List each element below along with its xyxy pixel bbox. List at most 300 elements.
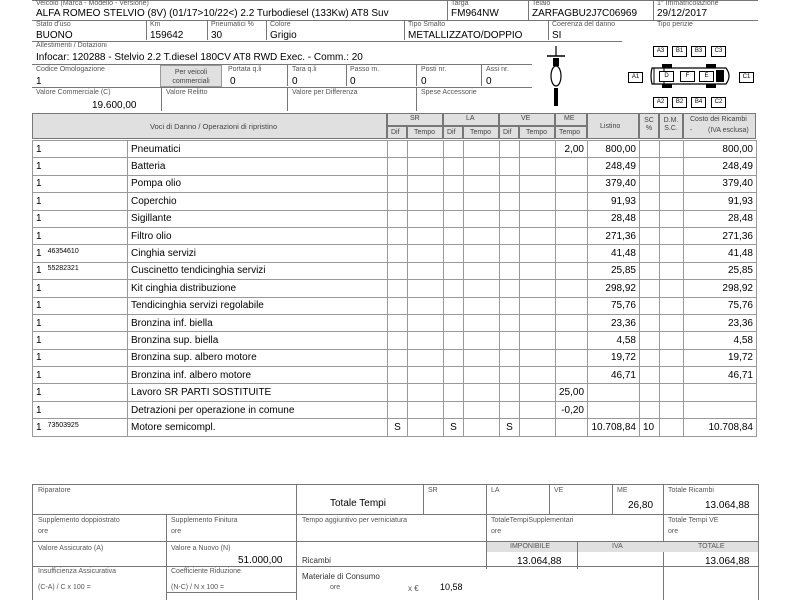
row-listino [588, 401, 640, 418]
row-la-dif [444, 210, 464, 227]
row-costo: 800,00 [684, 141, 757, 158]
row-ve-dif [500, 175, 520, 192]
row-sr-dif [388, 245, 408, 262]
row-costo: 379,40 [684, 175, 757, 192]
targa-value: FM964NW [451, 8, 499, 19]
row-sr-dif [388, 297, 408, 314]
me-header: ME [564, 115, 575, 122]
row-listino: 248,49 [588, 158, 640, 175]
tara-value: 0 [292, 76, 298, 87]
row-qty: 1 [33, 193, 128, 210]
damage-tag-b1[interactable]: B1 [672, 46, 687, 57]
row-sr [408, 384, 444, 401]
row-me [556, 349, 588, 366]
row-sr-dif [388, 210, 408, 227]
row-la-dif [444, 384, 464, 401]
ve-tempo-header: Tempo [526, 129, 548, 136]
row-sc [640, 314, 660, 331]
row-la-dif [444, 332, 464, 349]
table-row [33, 193, 757, 210]
damage-tag-b4[interactable]: B4 [691, 97, 706, 108]
row-description: Bronzina sup. albero motore [128, 349, 388, 366]
smalto-value: METALLIZZATO/DOPPIO [408, 30, 523, 41]
row-ve-dif [500, 314, 520, 331]
row-sc [640, 175, 660, 192]
table-row [33, 384, 757, 401]
row-ve-dif [500, 384, 520, 401]
km-label: Km [150, 21, 161, 28]
row-me [556, 210, 588, 227]
table-row [33, 401, 757, 418]
row-sr [408, 349, 444, 366]
row-description: Bronzina sup. biella [128, 332, 388, 349]
summary-ve-label: VE [554, 487, 564, 494]
row-sr-dif [388, 141, 408, 158]
row-listino: 46,71 [588, 367, 640, 384]
row-sr-dif [388, 384, 408, 401]
row-dm [660, 210, 684, 227]
row-la [464, 280, 500, 297]
tot-supplementari-ore: ore [491, 528, 502, 535]
row-sr [408, 245, 444, 262]
row-qty: 1 [33, 332, 128, 349]
passo-label: Passo m. [350, 66, 380, 73]
table-row [33, 419, 757, 436]
row-description: Filtro olio [128, 227, 388, 244]
row-ve [520, 227, 556, 244]
row-ve [520, 332, 556, 349]
row-la [464, 210, 500, 227]
row-qty: 1 [33, 401, 128, 418]
immatricolazione-value: 29/12/2017 [657, 8, 708, 19]
row-la [464, 384, 500, 401]
differenza-label: Valore per Differenza [292, 89, 358, 96]
row-description: Cuscinetto tendicinghia servizi [128, 262, 388, 279]
row-costo: 19,72 [684, 349, 757, 366]
row-sr [408, 262, 444, 279]
row-costo: 23,36 [684, 314, 757, 331]
damage-tag-b3[interactable]: B3 [691, 46, 706, 57]
row-listino: 271,36 [588, 227, 640, 244]
row-la [464, 245, 500, 262]
pneumatici-value: 30 [211, 30, 223, 41]
row-ve [520, 314, 556, 331]
row-ve-dif [500, 141, 520, 158]
relitto-label: Valore Relitto [166, 89, 208, 96]
damage-tag-a2[interactable]: A2 [653, 97, 668, 108]
colore-value: Grigio [270, 30, 297, 41]
colore-label: Colore [270, 21, 291, 28]
row-listino: 19,72 [588, 349, 640, 366]
row-sr-dif [388, 175, 408, 192]
tot-ve-label: Totale Tempi VE [668, 517, 719, 524]
totale-ricambi-value: 13.064,88 [705, 500, 750, 511]
row-me [556, 280, 588, 297]
tot-supplementari-label: TotaleTempiSupplementari [491, 517, 574, 524]
row-sr-dif [388, 280, 408, 297]
damage-tag-b2[interactable]: B2 [672, 97, 687, 108]
row-ve [520, 210, 556, 227]
imponibile-label: IMPONIBILE [510, 543, 551, 550]
row-listino: 41,48 [588, 245, 640, 262]
row-costo [684, 401, 757, 418]
row-code: 73503925 [47, 421, 79, 429]
row-dm [660, 332, 684, 349]
row-ve [520, 349, 556, 366]
valore-commerciale-label: Valore Commerciale (C) [36, 89, 111, 96]
row-listino: 10.708,84 [588, 419, 640, 436]
row-sr-dif [388, 332, 408, 349]
row-la-dif [444, 297, 464, 314]
km-value: 159642 [150, 30, 184, 41]
row-la-dif [444, 158, 464, 175]
row-ve-dif [500, 332, 520, 349]
row-sc [640, 227, 660, 244]
row-la-dif [444, 141, 464, 158]
damage-tag-f[interactable]: F [680, 71, 695, 82]
row-sr [408, 210, 444, 227]
row-sr [408, 314, 444, 331]
row-ve [520, 245, 556, 262]
row-qty: 1 [33, 384, 128, 401]
row-sc [640, 245, 660, 262]
sr-dif-header: Dif [391, 129, 400, 136]
pneumatici-label: Pneumatici % [211, 21, 254, 28]
summary-la-label: LA [491, 487, 500, 494]
row-la [464, 332, 500, 349]
row-sr [408, 158, 444, 175]
row-la [464, 349, 500, 366]
ve-dif-header: Dif [503, 129, 512, 136]
table-row [33, 245, 757, 262]
costo-sub-header: (IVA esclusa) [708, 127, 749, 134]
row-dm [660, 227, 684, 244]
row-me [556, 262, 588, 279]
coefficiente-label: Coefficiente Riduzione [171, 568, 241, 575]
row-me [556, 193, 588, 210]
la-tempo-header: Tempo [470, 129, 492, 136]
damage-tag-a3[interactable]: A3 [653, 46, 668, 57]
row-sr [408, 419, 444, 436]
row-costo: 75,76 [684, 297, 757, 314]
table-row [33, 297, 757, 314]
row-dm [660, 367, 684, 384]
row-la [464, 193, 500, 210]
row-code: 46354610 [47, 248, 79, 256]
row-sr-dif [388, 227, 408, 244]
row-qty: 1 [33, 367, 128, 384]
allestimenti-value: Infocar: 120288 - Stelvio 2.2 T.diesel 180CV AT8 RWD Exec. - Comm.: 20 [36, 52, 363, 63]
row-listino: 379,40 [588, 175, 640, 192]
row-la-dif [444, 175, 464, 192]
row-dm [660, 280, 684, 297]
row-ve-dif [500, 245, 520, 262]
row-description: Cinghia servizi [128, 245, 388, 262]
row-sr-dif [388, 349, 408, 366]
row-description: Bronzina inf. biella [128, 314, 388, 331]
row-costo: 10.708,84 [684, 419, 757, 436]
imponibile-value: 13.064,88 [517, 556, 562, 567]
row-qty: 1 [33, 141, 128, 158]
ca-formula: (C-A) / C x 100 = [38, 584, 91, 591]
row-sc [640, 349, 660, 366]
row-dm [660, 297, 684, 314]
row-qty: 1 [33, 280, 128, 297]
targa-label: Targa [451, 0, 469, 7]
row-ve-dif [500, 262, 520, 279]
row-costo: 298,92 [684, 280, 757, 297]
posti-label: Posti nr. [421, 66, 447, 73]
row-ve-dif [500, 297, 520, 314]
row-me [556, 175, 588, 192]
row-sr [408, 193, 444, 210]
row-costo: 271,36 [684, 227, 757, 244]
row-code: 55282321 [47, 265, 79, 273]
row-sr [408, 367, 444, 384]
row-dm [660, 384, 684, 401]
omologazione-value: 1 [36, 76, 42, 87]
row-qty: 1 [33, 314, 128, 331]
row-me [556, 419, 588, 436]
row-listino: 4,58 [588, 332, 640, 349]
row-sc [640, 332, 660, 349]
totale-ricambi-label: Totale Ricambi [668, 487, 714, 494]
veicolo-value: ALFA ROMEO STELVIO (8V) (01/17>10/22<) 2.2 Turbodiesel (133Kw) AT8 Suv [36, 8, 389, 19]
posti-value: 0 [421, 76, 427, 87]
totale-label: TOTALE [698, 543, 725, 550]
ricambi-label: Ricambi [302, 556, 331, 565]
materiale-label: Materiale di Consumo [302, 572, 380, 581]
table-row [33, 262, 757, 279]
nc-formula: (N-C) / N x 100 = [171, 584, 225, 591]
row-sr [408, 227, 444, 244]
totale-value: 13.064,88 [705, 556, 750, 567]
tot-ve-ore: ore [668, 528, 679, 535]
assi-value: 0 [486, 76, 492, 87]
row-sc [640, 297, 660, 314]
row-me [556, 158, 588, 175]
coerenza-value: SI [552, 30, 562, 41]
row-description: Coperchio [128, 193, 388, 210]
row-me [556, 227, 588, 244]
row-dm [660, 349, 684, 366]
row-la-dif [444, 227, 464, 244]
row-la-dif [444, 367, 464, 384]
row-description: Sigillante [128, 210, 388, 227]
row-me [556, 314, 588, 331]
row-ve-dif [500, 158, 520, 175]
row-sc [640, 141, 660, 158]
row-ve-dif [500, 227, 520, 244]
row-sc [640, 401, 660, 418]
row-la-dif [444, 349, 464, 366]
row-ve-dif [500, 367, 520, 384]
row-description: Tendicinghia servizi regolabile [128, 297, 388, 314]
voci-header: Voci di Danno / Operazioni di ripristino [150, 122, 278, 131]
row-ve [520, 193, 556, 210]
insufficienza-label: Insufficienza Assicurativa [38, 568, 117, 575]
damage-tag-c1[interactable]: C1 [739, 72, 754, 83]
table-row [33, 314, 757, 331]
row-sr [408, 141, 444, 158]
row-sr-dif [388, 158, 408, 175]
valore-nuovo-label: Valore a Nuovo (N) [171, 545, 231, 552]
table-row [33, 227, 757, 244]
row-description: Pneumatici [128, 141, 388, 158]
stato-label: Stato d'uso [36, 21, 71, 28]
row-dm [660, 193, 684, 210]
row-la [464, 401, 500, 418]
row-ve-dif [500, 193, 520, 210]
row-dm [660, 245, 684, 262]
row-me: 2,00 [556, 141, 588, 158]
row-sr-dif [388, 262, 408, 279]
row-la [464, 158, 500, 175]
table-row [33, 349, 757, 366]
row-listino: 800,00 [588, 141, 640, 158]
row-sr [408, 175, 444, 192]
row-sr [408, 401, 444, 418]
row-description: Detrazioni per operazione in comune [128, 401, 388, 418]
table-row [33, 141, 757, 158]
damage-tag-a1[interactable]: A1 [628, 72, 643, 83]
totale-tempi-label: Totale Tempi [330, 498, 386, 509]
accessorie-label: Spese Accessorie [421, 89, 477, 96]
sc-header: SC % [644, 117, 654, 132]
row-la-dif [444, 280, 464, 297]
row-dm [660, 401, 684, 418]
row-description: Batteria [128, 158, 388, 175]
row-listino: 298,92 [588, 280, 640, 297]
row-la-dif: S [444, 419, 464, 436]
row-ve [520, 401, 556, 418]
row-sc [640, 367, 660, 384]
row-sr-dif [388, 193, 408, 210]
omologazione-label: Codice Omologazione [36, 66, 105, 73]
row-ve-dif [500, 349, 520, 366]
iva-label: IVA [612, 543, 623, 550]
veicolo-label: Veicolo (Marca - Modello - Versione) [36, 0, 149, 7]
sr-header: SR [410, 115, 420, 122]
row-ve [520, 141, 556, 158]
row-la [464, 141, 500, 158]
row-qty: 1 [33, 210, 128, 227]
tara-label: Tara q.li [292, 66, 317, 73]
table-row [33, 280, 757, 297]
row-qty: 1 [33, 227, 128, 244]
row-qty: 1 $^{46354610}$ [33, 245, 128, 262]
row-la-dif [444, 245, 464, 262]
row-listino [588, 384, 640, 401]
summary-sr-label: SR [428, 487, 438, 494]
row-ve-dif [500, 210, 520, 227]
row-me [556, 245, 588, 262]
riparatore-label: Riparatore [38, 487, 71, 494]
row-costo: 248,49 [684, 158, 757, 175]
row-la [464, 227, 500, 244]
row-ve [520, 175, 556, 192]
row-ve [520, 384, 556, 401]
row-costo: 41,48 [684, 245, 757, 262]
damage-tag-d[interactable]: D [659, 71, 674, 82]
row-listino: 75,76 [588, 297, 640, 314]
row-qty: 1 [33, 158, 128, 175]
damage-tag-c2[interactable]: C2 [711, 97, 726, 108]
row-dm [660, 419, 684, 436]
materiale-ore: ore [330, 584, 341, 591]
row-description: Lavoro SR PARTI SOSTITUITE [128, 384, 388, 401]
row-ve-dif [500, 280, 520, 297]
summary-me-label: ME [617, 487, 628, 494]
row-ve [520, 367, 556, 384]
damage-tag-e[interactable]: E [699, 71, 714, 82]
row-me: 25,00 [556, 384, 588, 401]
row-listino: 28,48 [588, 210, 640, 227]
row-sc [640, 280, 660, 297]
row-sr-dif: S [388, 419, 408, 436]
row-sr-dif [388, 401, 408, 418]
row-ve [520, 262, 556, 279]
row-la-dif [444, 314, 464, 331]
perizie-label: Tipo perizie [657, 21, 693, 28]
row-ve [520, 297, 556, 314]
row-qty: 1 [33, 297, 128, 314]
valore-nuovo-value: 51.000,00 [238, 555, 283, 566]
table-row [33, 210, 757, 227]
row-costo: 91,93 [684, 193, 757, 210]
passo-value: 0 [350, 76, 356, 87]
damage-tag-c3[interactable]: C3 [711, 46, 726, 57]
table-row [33, 367, 757, 384]
row-la [464, 367, 500, 384]
row-sr-dif [388, 367, 408, 384]
row-me [556, 367, 588, 384]
supp-doppiostrato-label: Supplemento doppiostrato [38, 517, 120, 524]
row-qty: 1 $^{73503925}$ [33, 419, 128, 436]
row-ve [520, 419, 556, 436]
assi-label: Assi nr. [486, 66, 509, 73]
row-sr [408, 297, 444, 314]
summary-me-total: 26,80 [628, 500, 654, 511]
valore-commerciale-value: 19.600,00 [92, 100, 137, 111]
row-description: Kit cinghia distribuzione [128, 280, 388, 297]
row-la-dif [444, 401, 464, 418]
row-ve-dif: S [500, 419, 520, 436]
telaio-value: ZARFAGBU2J7C06969 [532, 8, 638, 19]
row-dm [660, 314, 684, 331]
me-tempo-header: Tempo [559, 129, 581, 136]
row-costo: 28,48 [684, 210, 757, 227]
row-sc [640, 193, 660, 210]
telaio-label: Telaio [532, 0, 551, 7]
immatricolazione-label: 1° Immatricolazione [657, 0, 719, 7]
row-sr [408, 332, 444, 349]
row-listino: 91,93 [588, 193, 640, 210]
la-dif-header: Dif [447, 129, 456, 136]
row-la-dif [444, 193, 464, 210]
row-me: -0,20 [556, 401, 588, 418]
car-damage-diagram [623, 44, 758, 108]
row-ve [520, 158, 556, 175]
costo-header: Costo dei Ricambi [690, 116, 747, 123]
row-ve [520, 280, 556, 297]
portata-value: 0 [230, 76, 236, 87]
row-description: Bronzina inf. albero motore [128, 367, 388, 384]
commerciali-label: Per veicoli commerciali [160, 65, 222, 87]
smalto-label: Tipo Smalto [408, 21, 446, 28]
row-listino: 23,36 [588, 314, 640, 331]
row-qty: 1 [33, 175, 128, 192]
